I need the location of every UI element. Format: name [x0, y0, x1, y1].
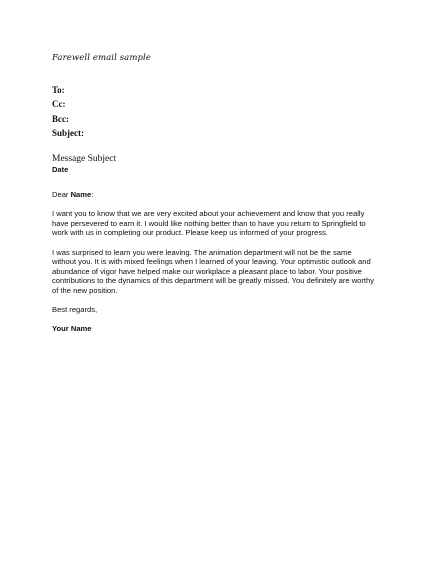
paragraph-2-line: of the new position. — [52, 285, 118, 295]
paragraph-1-line: I want you to know that we are very excited about your achievement and know that you really — [52, 209, 365, 219]
cc-field-label: Cc: — [52, 99, 66, 110]
paragraph-2-line: I was surprised to learn you were leaving. The animation department will not be the same — [52, 247, 352, 257]
date-label: Date — [52, 165, 69, 174]
salutation-prefix: Dear — [52, 190, 71, 199]
closing: Best regards, — [52, 305, 98, 315]
bcc-field-label: Bcc: — [52, 113, 69, 124]
paragraph-2-line: without you. It is with mixed feelings when I learned of your leaving. Your optimistic outlook and — [52, 257, 371, 267]
paragraph-1-line: work with us in completing our product. Please keep us informed of your progress. — [52, 228, 329, 238]
salutation-suffix: : — [91, 190, 94, 199]
paragraph-1-line: have persevered to earn it. I would like nothing better than to have you return to Springfield to — [52, 218, 366, 228]
salutation — [52, 190, 392, 200]
message-subject: Message Subject — [52, 154, 117, 164]
letter-body — [52, 190, 392, 344]
paragraph-2 — [52, 248, 392, 296]
paragraph-2-line: abundance of vigor have helped make our workplace a pleasant place to labor. Your positive — [52, 266, 362, 276]
paragraph-1 — [52, 209, 392, 238]
paragraph-2-line: contributions to the dynamics of this department will be greatly missed. You definitely are worthy — [52, 276, 375, 286]
signature-name: Your Name — [52, 324, 92, 334]
to-field-label: To: — [52, 85, 65, 95]
email-header-fields — [52, 83, 84, 140]
salutation-name: Name — [70, 190, 92, 199]
document-title: Farewell email sample — [52, 53, 152, 63]
subject-field-label: Subject: — [52, 127, 84, 138]
